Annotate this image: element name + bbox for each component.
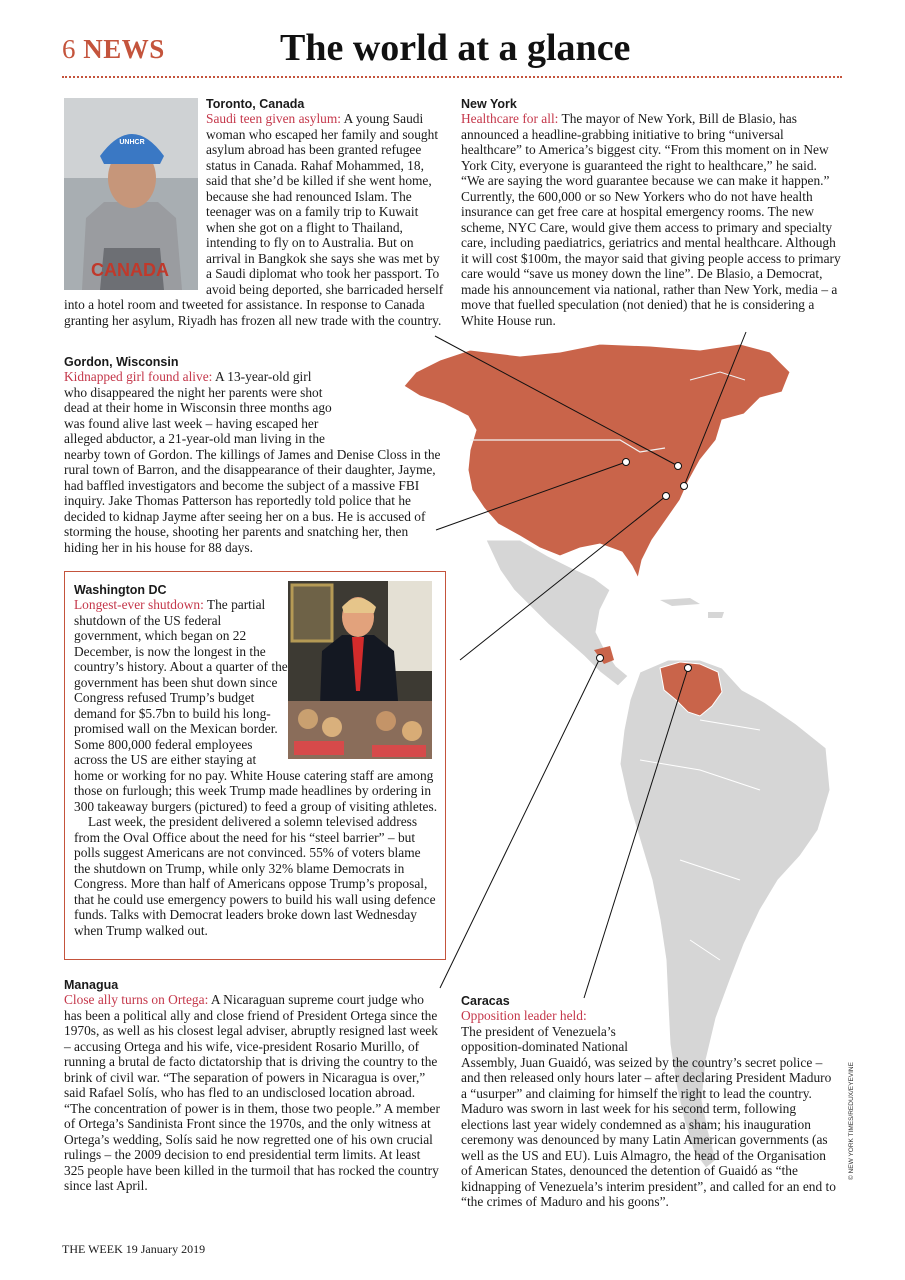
- toronto-lead: A young Saudi woman who escaped her family and sought asylum abroad has been granted refugee status in Canada. Rahaf Mohammed, 18, said that she’d be killed if she went home, because she had renounced Islam. The teenager was on a family trip to Kuwait when she got on a flight to Thailand, intending to fly on to Australia. But on arrival in Bangkok she says she was met by a Saudi diplomat who took her passport.: [206, 111, 440, 281]
- footer-publication: THE WEEK: [62, 1242, 123, 1256]
- washington-body-1: The partial shutdown of the US federal government, which began on 22 December, is now the longest in the country’s history. About a quarter of the government has been shut down since Congress refused Trump’s budget demand for $5.7bn to build his long-promised wall on the Mexican border. Some 800,000 federal employees across the US are either staying at home or working for no pay. White House catering staff are among those on furlough; this week Trump made headlines by ordering in 300 takeaway burgers (pictured) to feed a group of visiting athletes.: [74, 597, 438, 814]
- gordon-marker: [623, 459, 630, 466]
- gordon-body: A 13-year-old girl who disappeared the night her parents were shot dead at their home in Wisconsin three months ago was found alive last week – having escaped her alleged abductor, a 21-year-old man living in the nearby town of Gordon. The killings of James and Denise Closs in the rural town of Barron, and the disappearance of their daughter, Jayme, had baffled investigators and become the subject of a massive FBI inquiry. Jake Thomas Patterson has reportedly told police that he decided to kidnap Jayme after seeing her on a bus. He is accused of storming the house, shooting her parents and snatching her, then hiding her in his house for 88 days.: [64, 369, 441, 555]
- footer-date: 19 January 2019: [125, 1242, 206, 1256]
- managua-body: A Nicaraguan supreme court judge who has been a political ally and close friend of President Ortega since the 1970s, as well as his closest legal adviser, abruptly resigned last week – accusing Ortega and his wife, vice-president Rosario Murillo, of running a brutal de facto dictatorship that is driving the country to the brink of civil war. “The separation of powers in Nicaragua is over,” said Rafael Solís, who has fled to an undisclosed location abroad. “The concentration of power is in them, those two people.” A member of Ortega’s Sandinista Front since the 1970s, and the only witness at Ortega’s wedding, Solís said he now regretted one of his own crucial rulings – the 2009 decision to end presidential term limits. At least 325 people have been killed in the turmoil that has rocked the country since last April.: [64, 992, 440, 1193]
- caracas-marker: [685, 665, 692, 672]
- toronto-body: To avoid being deported, she barricaded herself into a hotel room and tweeted for assistance. In response to Canada granting her asylum, Riyadh has frozen all new trade with the country.: [64, 266, 444, 328]
- north-america-shape: [404, 344, 790, 578]
- shirt-text: CANADA: [91, 260, 169, 280]
- washington-location: Washington DC: [74, 583, 167, 597]
- toronto-location: Toronto, Canada: [206, 97, 305, 111]
- footer: [62, 1242, 205, 1257]
- washington-body-2: Last week, the president delivered a solemn televised address from the Oval Office about the need for his “steel barrier” – but polls suggest Americans are not convinced. 55% of voters blame the shutdown on Trump, while only 32% blame Democrats in Congress. More than half of Americans oppose Trump’s proposal, that he could use emergency powers to build his wall using defence funds. Talks with Democrat leaders broke down last Wednesday when Trump walked out.: [74, 814, 436, 938]
- toronto-marker: [675, 463, 682, 470]
- central-america-shape: [486, 540, 628, 686]
- toronto-story: [64, 97, 444, 328]
- new-york-headline: Healthcare for all:: [461, 111, 559, 126]
- cap-text: UNHCR: [119, 139, 145, 146]
- new-york-location: New York: [461, 97, 517, 111]
- new-york-body: The mayor of New York, Bill de Blasio, has announced a headline-grabbing initiative to bring “universal healthcare” to America’s biggest city. “From this moment on in New York City, everyone is guaranteed the right to healthcare,” he said. “We are saying the word guarantee because we can make it happen.” Currently, the 600,000 or so New Yorkers who do not have health insurance can get free care at hospital emergency rooms. The new scheme, NYC Care, would give them access to primary and specialty care, including paediatrics, geriatrics and mental healthcare. Although it will cost $100m, the mayor said that giving people access to primary care would “save us money down the line”. De Blasio, a Democrat, made his announcement via national, rather than New York, media – a move that fuelled speculation (not denied) that he is considering a White House run.: [461, 111, 841, 328]
- washington-headline: Longest-ever shutdown:: [74, 597, 204, 612]
- washington-story: [74, 583, 438, 938]
- managua-marker: [597, 655, 604, 662]
- gordon-story: [64, 355, 444, 555]
- gordon-location: Gordon, Wisconsin: [64, 355, 179, 369]
- gordon-headline: Kidnapped girl found alive:: [64, 369, 213, 384]
- section-label: NEWS: [83, 34, 165, 64]
- page-title: The world at a glance: [280, 27, 631, 69]
- caracas-location: Caracas: [461, 994, 510, 1008]
- washington-marker: [663, 493, 670, 500]
- managua-story: [64, 978, 440, 1194]
- page-number: 6 NEWS: [62, 34, 165, 64]
- caracas-headline: Opposition leader held:: [461, 1008, 587, 1023]
- managua-location: Managua: [64, 978, 119, 992]
- caracas-story: [461, 994, 839, 1210]
- photo-credit: © NEW YORK TIMES/REDUX/EYEVINE: [848, 1062, 855, 1180]
- new-york-marker: [681, 483, 688, 490]
- caracas-body: The president of Venezuela’s opposition-dominated National Assembly, Juan Guaidó, was seized by the country’s secret police – and then released only hours later – after declaring President Maduro a “usurper” and claiming for himself the right to lead the country. Maduro was sworn in last week for his second term, following elections last year widely condemned as a sham; his inauguration ceremony was denounced by many Latin American governments (as well as the US and EU). Luis Almagro, the head of the Organisation of American States, denounced the detention of Guaidó as “the kidnapping of Venezuela’s interim president”, and called for an end to “the crimes of Maduro and his goons”.: [461, 1023, 836, 1209]
- toronto-headline: Saudi teen given asylum:: [206, 111, 341, 126]
- managua-headline: Close ally turns on Ortega:: [64, 992, 209, 1007]
- new-york-story: [461, 97, 841, 328]
